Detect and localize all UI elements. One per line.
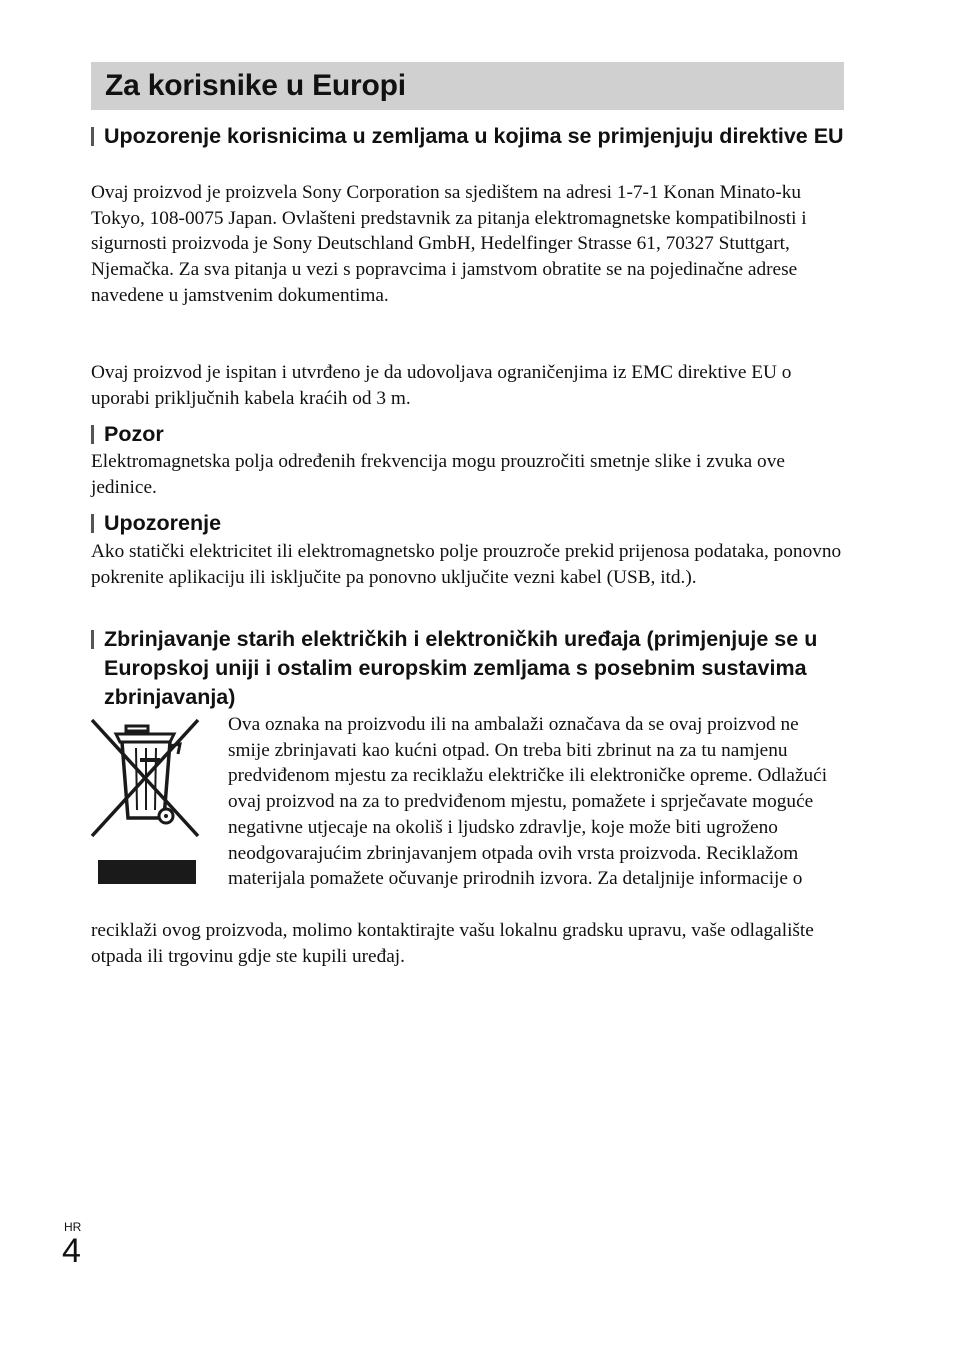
page-number: 4 [62,1232,81,1270]
pozor-text: Elektromagnetska polja određenih frekvencija mogu prouzročiti smetnje slike i zvuka ove jedinice. [91,451,785,498]
upozorenje-text: Ako statički elektricitet ili elektromagnetsko polje prouzroče prekid prijenosa podataka, ponovno pokrenite aplikaciju ili isključite pa ponovno uključite vezni kabel (USB, itd.). [91,541,842,588]
page-title-bar [91,62,844,110]
upozorenje-heading: Upozorenje [91,509,851,538]
heading-marker [91,425,94,444]
language-code: HR [64,1220,82,1234]
heading-marker [91,127,94,146]
heading-marker [91,630,94,649]
weee-text-continued: reciklaži ovog proizvoda, molimo kontaktirajte vašu lokalnu gradsku upravu, vaše odlagalište otpada ili trgovinu gdje ste kupili uređaj. [91,920,814,967]
heading-marker [91,514,94,533]
weee-heading: Zbrinjavanje starih električkih i elektroničkih uređaja (primjenjuje se u Europskoj uniji i ostalim europskim zemljama s posebnim sustavima zbrinjavanja) [91,625,851,712]
crossed-out-wheelie-bin-icon [90,718,200,888]
eu-directive-heading: Upozorenje korisnicima u zemljama u kojima se primjenjuju direktive EU [91,122,851,151]
eu-directive-paragraph-1: Ovaj proizvod je proizvela Sony Corporation sa sjedištem na adresi 1-7-1 Konan Minato-ku Tokyo, 108-0075 Japan. Ovlašteni predstavnik za pitanja elektromagnetske kompatibilnosti i sigurnosti proizvoda je Sony Deutschland GmbH, Hedelfinger Strasse 61, 70327 Stuttgart, Njemačka. Za sva pitanja u vezi s popravcima i jamstvom obratite se na pojedinačne adrese navedene u jamstvenim dokumentima. [91,182,807,306]
weee-text-beside-icon: Ova oznaka na proizvodu ili na ambalaži označava da se ovaj proizvod ne smije zbrinjavati kao kućni otpad. On treba biti zbrinut na za tu namjenu predviđenom mjestu za reciklažu električke ili elektroničke opreme. Odlažući ovaj proizvod na za to predviđenom mjestu, pomažete i sprječavate moguće negativne utjecaje na okoliš i ljudsko zdravlje, koje može biti ugroženo neodgovarajućim zbrinjavanjem otpada ovih vrsta proizvoda. Reciklažom materijala pomažete očuvanje prirodnih izvora. Za detaljnije informacije o [228,714,828,890]
pozor-heading: Pozor [91,420,851,449]
page-title: Za korisnike u Europi [105,69,406,102]
eu-directive-paragraph-2: Ovaj proizvod je ispitan i utvrđeno je da udovoljava ograničenjima iz EMC direktive EU o uporabi priključnih kabela kraćih od 3 m. [91,362,792,409]
